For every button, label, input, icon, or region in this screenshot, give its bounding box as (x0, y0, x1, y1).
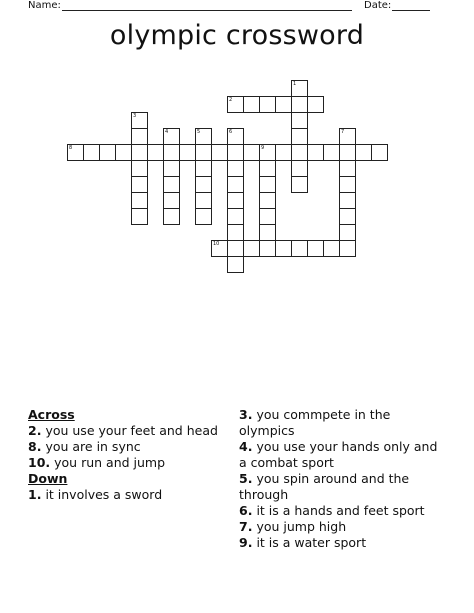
clue-number: 4 (165, 129, 169, 135)
grid-cell[interactable] (259, 208, 276, 225)
grid-cell[interactable] (339, 208, 356, 225)
grid-cell[interactable] (259, 144, 276, 161)
grid-cell[interactable] (323, 240, 340, 257)
grid-cell[interactable] (163, 176, 180, 193)
grid-cell[interactable] (227, 176, 244, 193)
clue-down-6: 6. it is a hands and feet sport (239, 503, 425, 518)
grid-cell[interactable] (259, 240, 276, 257)
grid-cell[interactable] (339, 224, 356, 241)
grid-cell[interactable] (259, 176, 276, 193)
name-field[interactable] (62, 10, 352, 11)
grid-cell[interactable] (291, 112, 308, 129)
grid-cell[interactable] (291, 80, 308, 97)
grid-cell[interactable] (355, 144, 372, 161)
grid-cell[interactable] (83, 144, 100, 161)
clue-down-5: 5. you spin around and the through (239, 471, 410, 502)
grid-cell[interactable] (291, 240, 308, 257)
date-field[interactable] (392, 10, 430, 11)
clue-number: 5 (197, 129, 201, 135)
grid-cell[interactable] (163, 128, 180, 145)
grid-cell[interactable] (291, 160, 308, 177)
clue-down-4: 4. you use your hands only and a combat sport (239, 439, 438, 470)
grid-cell[interactable] (291, 144, 308, 161)
date-label: Date: (364, 0, 392, 11)
grid-cell[interactable] (291, 128, 308, 145)
clue-number: 9 (261, 145, 265, 151)
clue-across-8: 8. you are in sync (28, 439, 141, 454)
grid-cell[interactable] (163, 192, 180, 209)
grid-cell[interactable] (195, 128, 212, 145)
grid-cell[interactable] (243, 240, 260, 257)
grid-cell[interactable] (275, 96, 292, 113)
grid-cell[interactable] (307, 240, 324, 257)
clue-number: 6 (229, 129, 233, 135)
grid-cell[interactable] (131, 144, 148, 161)
grid-cell[interactable] (259, 224, 276, 241)
grid-cell[interactable] (259, 192, 276, 209)
grid-cell[interactable] (163, 208, 180, 225)
grid-cell[interactable] (195, 160, 212, 177)
grid-cell[interactable] (307, 144, 324, 161)
down-heading: Down (28, 471, 68, 486)
grid-cell[interactable] (163, 160, 180, 177)
grid-cell[interactable] (243, 96, 260, 113)
grid-cell[interactable] (179, 144, 196, 161)
name-label: Name: (28, 0, 61, 11)
grid-cell[interactable] (211, 240, 228, 257)
clue-across-2: 2. you use your feet and head (28, 423, 218, 438)
across-heading: Across (28, 407, 75, 422)
grid-cell[interactable] (227, 144, 244, 161)
grid-cell[interactable] (339, 192, 356, 209)
grid-cell[interactable] (195, 192, 212, 209)
clue-down-9: 9. it is a water sport (239, 535, 367, 550)
grid-cell[interactable] (131, 112, 148, 129)
clue-down-3: 3. you commpete in the olympics (239, 407, 391, 438)
grid-cell[interactable] (227, 224, 244, 241)
grid-cell[interactable] (195, 208, 212, 225)
grid-cell[interactable] (291, 176, 308, 193)
clue-down-1: 1. it involves a sword (28, 487, 163, 502)
grid-cell[interactable] (131, 192, 148, 209)
grid-cell[interactable] (307, 96, 324, 113)
clues-left-column (28, 407, 218, 503)
grid-cell[interactable] (339, 144, 356, 161)
clue-number: 7 (341, 129, 345, 135)
grid-cell[interactable] (195, 144, 212, 161)
grid-cell[interactable] (131, 160, 148, 177)
grid-cell[interactable] (131, 128, 148, 145)
grid-cell[interactable] (131, 208, 148, 225)
grid-cell[interactable] (243, 144, 260, 161)
clue-number: 8 (69, 145, 73, 151)
clue-across-10: 10. you run and jump (28, 455, 166, 470)
grid-cell[interactable] (227, 208, 244, 225)
grid-cell[interactable] (259, 96, 276, 113)
page-title: olympic crossword (109, 20, 365, 51)
grid-cell[interactable] (163, 144, 180, 161)
grid-cell[interactable] (339, 240, 356, 257)
grid-cell[interactable] (227, 240, 244, 257)
grid-cell[interactable] (371, 144, 388, 161)
grid-cell[interactable] (147, 144, 164, 161)
grid-cell[interactable] (195, 176, 212, 193)
grid-cell[interactable] (339, 160, 356, 177)
grid-cell[interactable] (227, 160, 244, 177)
grid-cell[interactable] (67, 144, 84, 161)
clue-number: 2 (229, 97, 233, 103)
grid-cell[interactable] (99, 144, 116, 161)
clue-number: 3 (133, 113, 137, 119)
grid-cell[interactable] (115, 144, 132, 161)
clue-number: 10 (213, 241, 220, 247)
grid-cell[interactable] (211, 144, 228, 161)
clue-number: 1 (293, 81, 297, 87)
clue-down-7: 7. you jump high (239, 519, 347, 534)
grid-cell[interactable] (131, 176, 148, 193)
page-header (0, 0, 474, 14)
grid-cell[interactable] (227, 128, 244, 145)
grid-cell[interactable] (227, 256, 244, 273)
grid-cell[interactable] (339, 128, 356, 145)
grid-cell[interactable] (227, 96, 244, 113)
grid-cell[interactable] (259, 160, 276, 177)
clues-right-column (239, 407, 439, 551)
grid-cell[interactable] (291, 96, 308, 113)
grid-cell[interactable] (227, 192, 244, 209)
grid-cell[interactable] (275, 240, 292, 257)
grid-cell[interactable] (275, 144, 292, 161)
grid-cell[interactable] (339, 176, 356, 193)
grid-cell[interactable] (323, 144, 340, 161)
